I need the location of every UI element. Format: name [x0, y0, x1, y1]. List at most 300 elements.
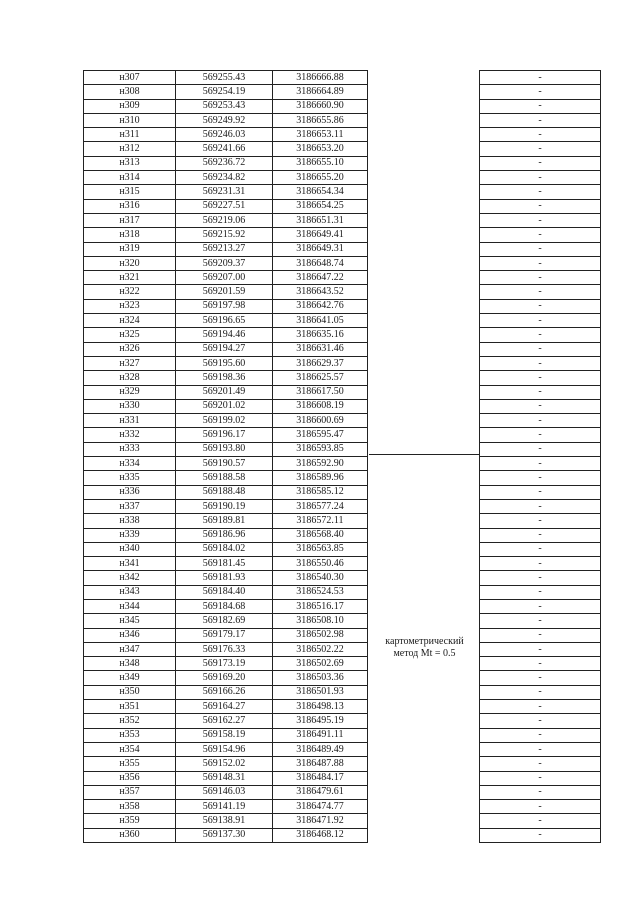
point-id-cell: н327 — [84, 356, 176, 370]
accuracy-cell: - — [480, 485, 601, 499]
method-column-cell — [368, 228, 480, 242]
y-coordinate-cell: 3186502.22 — [273, 642, 368, 656]
table-row — [84, 242, 601, 256]
accuracy-cell: - — [480, 414, 601, 428]
accuracy-cell: - — [480, 800, 601, 814]
y-coordinate-cell: 3186487.88 — [273, 757, 368, 771]
x-coordinate-cell: 569196.17 — [176, 428, 273, 442]
y-coordinate-cell: 3186647.22 — [273, 271, 368, 285]
table-row — [84, 442, 601, 456]
table-row — [84, 742, 601, 756]
y-coordinate-cell: 3186502.69 — [273, 657, 368, 671]
point-id-cell: н344 — [84, 599, 176, 613]
y-coordinate-cell: 3186503.36 — [273, 671, 368, 685]
x-coordinate-cell: 569201.02 — [176, 399, 273, 413]
point-id-cell: н348 — [84, 657, 176, 671]
point-id-cell: н320 — [84, 256, 176, 270]
x-coordinate-cell: 569154.96 — [176, 742, 273, 756]
table-row — [84, 757, 601, 771]
y-coordinate-cell: 3186572.11 — [273, 514, 368, 528]
point-id-cell: н352 — [84, 714, 176, 728]
table-row — [84, 99, 601, 113]
table-row — [84, 256, 601, 270]
x-coordinate-cell: 569219.06 — [176, 213, 273, 227]
x-coordinate-cell: 569166.26 — [176, 685, 273, 699]
y-coordinate-cell: 3186655.10 — [273, 156, 368, 170]
y-coordinate-cell: 3186471.92 — [273, 814, 368, 828]
accuracy-cell: - — [480, 328, 601, 342]
table-row — [84, 571, 601, 585]
x-coordinate-cell: 569146.03 — [176, 785, 273, 799]
point-id-cell: н340 — [84, 542, 176, 556]
x-coordinate-cell: 569198.36 — [176, 371, 273, 385]
point-id-cell: н332 — [84, 428, 176, 442]
table-row — [84, 728, 601, 742]
accuracy-cell: - — [480, 599, 601, 613]
method-column-cell — [368, 728, 480, 742]
table-row — [84, 328, 601, 342]
y-coordinate-cell: 3186649.31 — [273, 242, 368, 256]
method-column-cell — [368, 385, 480, 399]
method-column-cell — [368, 128, 480, 142]
point-id-cell: н353 — [84, 728, 176, 742]
point-id-cell: н311 — [84, 128, 176, 142]
table-row — [84, 628, 601, 642]
y-coordinate-cell: 3186660.90 — [273, 99, 368, 113]
method-column-cell — [368, 714, 480, 728]
x-coordinate-cell: 569190.19 — [176, 499, 273, 513]
x-coordinate-cell: 569186.96 — [176, 528, 273, 542]
y-coordinate-cell: 3186474.77 — [273, 800, 368, 814]
table-row — [84, 185, 601, 199]
point-id-cell: н314 — [84, 171, 176, 185]
method-column-cell — [368, 542, 480, 556]
method-column-cell — [368, 814, 480, 828]
table-row — [84, 228, 601, 242]
method-column-cell — [368, 499, 480, 513]
method-column-cell — [368, 314, 480, 328]
table-row — [84, 199, 601, 213]
y-coordinate-cell: 3186508.10 — [273, 614, 368, 628]
method-column-cell — [368, 299, 480, 313]
accuracy-cell: - — [480, 471, 601, 485]
table-row — [84, 85, 601, 99]
x-coordinate-cell: 569184.68 — [176, 599, 273, 613]
point-id-cell: н351 — [84, 700, 176, 714]
accuracy-cell: - — [480, 714, 601, 728]
accuracy-cell: - — [480, 499, 601, 513]
point-id-cell: н308 — [84, 85, 176, 99]
table-row — [84, 414, 601, 428]
method-column-cell — [368, 85, 480, 99]
accuracy-cell: - — [480, 657, 601, 671]
method-column-cell — [368, 557, 480, 571]
point-id-cell: н330 — [84, 399, 176, 413]
y-coordinate-cell: 3186524.53 — [273, 585, 368, 599]
table-row — [84, 356, 601, 370]
y-coordinate-cell: 3186484.17 — [273, 771, 368, 785]
y-coordinate-cell: 3186664.89 — [273, 85, 368, 99]
x-coordinate-cell: 569189.81 — [176, 514, 273, 528]
point-id-cell: н336 — [84, 485, 176, 499]
method-note-line-1: картометрический — [385, 636, 464, 647]
point-id-cell: н318 — [84, 228, 176, 242]
table-row — [84, 685, 601, 699]
table-row — [84, 171, 601, 185]
method-column-cell — [368, 599, 480, 613]
point-id-cell: н334 — [84, 457, 176, 471]
point-id-cell: н326 — [84, 342, 176, 356]
y-coordinate-cell: 3186501.93 — [273, 685, 368, 699]
point-id-cell: н343 — [84, 585, 176, 599]
accuracy-cell: - — [480, 642, 601, 656]
accuracy-cell: - — [480, 342, 601, 356]
x-coordinate-cell: 569201.49 — [176, 385, 273, 399]
method-column-cell — [368, 213, 480, 227]
point-id-cell: н322 — [84, 285, 176, 299]
x-coordinate-cell: 569138.91 — [176, 814, 273, 828]
x-coordinate-cell: 569195.60 — [176, 356, 273, 370]
method-column-cell — [368, 156, 480, 170]
x-coordinate-cell: 569213.27 — [176, 242, 273, 256]
accuracy-cell: - — [480, 514, 601, 528]
table-row — [84, 800, 601, 814]
y-coordinate-cell: 3186600.69 — [273, 414, 368, 428]
accuracy-cell: - — [480, 628, 601, 642]
accuracy-cell: - — [480, 585, 601, 599]
point-id-cell: н359 — [84, 814, 176, 828]
accuracy-cell: - — [480, 728, 601, 742]
table-row — [84, 828, 601, 842]
point-id-cell: н312 — [84, 142, 176, 156]
accuracy-cell: - — [480, 156, 601, 170]
accuracy-cell: - — [480, 385, 601, 399]
accuracy-cell: - — [480, 242, 601, 256]
coordinates-table-body — [84, 71, 601, 843]
table-row — [84, 771, 601, 785]
x-coordinate-cell: 569253.43 — [176, 99, 273, 113]
table-row — [84, 785, 601, 799]
accuracy-cell: - — [480, 771, 601, 785]
y-coordinate-cell: 3186654.34 — [273, 185, 368, 199]
accuracy-cell: - — [480, 71, 601, 85]
method-note-line-2: метод Mt = 0.5 — [393, 648, 456, 659]
x-coordinate-cell: 569215.92 — [176, 228, 273, 242]
table-row — [84, 156, 601, 170]
accuracy-cell: - — [480, 457, 601, 471]
point-id-cell: н338 — [84, 514, 176, 528]
table-row — [84, 528, 601, 542]
accuracy-cell: - — [480, 356, 601, 370]
y-coordinate-cell: 3186651.31 — [273, 213, 368, 227]
accuracy-cell: - — [480, 228, 601, 242]
x-coordinate-cell: 569227.51 — [176, 199, 273, 213]
method-column-cell — [368, 185, 480, 199]
method-note — [369, 636, 480, 660]
table-row — [84, 700, 601, 714]
method-column-cell — [368, 199, 480, 213]
method-column-cell — [368, 514, 480, 528]
table-row — [84, 814, 601, 828]
y-coordinate-cell: 3186479.61 — [273, 785, 368, 799]
table-row — [84, 557, 601, 571]
accuracy-cell: - — [480, 528, 601, 542]
accuracy-cell: - — [480, 271, 601, 285]
table-row — [84, 485, 601, 499]
point-id-cell: н341 — [84, 557, 176, 571]
accuracy-cell: - — [480, 285, 601, 299]
y-coordinate-cell: 3186666.88 — [273, 71, 368, 85]
x-coordinate-cell: 569196.65 — [176, 314, 273, 328]
y-coordinate-cell: 3186516.17 — [273, 599, 368, 613]
accuracy-cell: - — [480, 814, 601, 828]
table-row — [84, 585, 601, 599]
y-coordinate-cell: 3186608.19 — [273, 399, 368, 413]
point-id-cell: н307 — [84, 71, 176, 85]
y-coordinate-cell: 3186643.52 — [273, 285, 368, 299]
method-column-cell — [368, 342, 480, 356]
y-coordinate-cell: 3186585.12 — [273, 485, 368, 499]
accuracy-cell: - — [480, 757, 601, 771]
y-coordinate-cell: 3186635.16 — [273, 328, 368, 342]
method-column-cell — [368, 685, 480, 699]
y-coordinate-cell: 3186550.46 — [273, 557, 368, 571]
table-row — [84, 113, 601, 127]
method-column-cell — [368, 742, 480, 756]
point-id-cell: н317 — [84, 213, 176, 227]
point-id-cell: н355 — [84, 757, 176, 771]
point-id-cell: н337 — [84, 499, 176, 513]
accuracy-cell: - — [480, 314, 601, 328]
point-id-cell: н331 — [84, 414, 176, 428]
accuracy-cell: - — [480, 614, 601, 628]
y-coordinate-cell: 3186655.20 — [273, 171, 368, 185]
y-coordinate-cell: 3186625.57 — [273, 371, 368, 385]
x-coordinate-cell: 569199.02 — [176, 414, 273, 428]
method-column-cell — [368, 356, 480, 370]
coordinates-table — [83, 70, 601, 843]
accuracy-cell: - — [480, 671, 601, 685]
y-coordinate-cell: 3186502.98 — [273, 628, 368, 642]
y-coordinate-cell: 3186540.30 — [273, 571, 368, 585]
point-id-cell: н354 — [84, 742, 176, 756]
accuracy-cell: - — [480, 542, 601, 556]
x-coordinate-cell: 569190.57 — [176, 457, 273, 471]
x-coordinate-cell: 569182.69 — [176, 614, 273, 628]
table-row — [84, 457, 601, 471]
x-coordinate-cell: 569176.33 — [176, 642, 273, 656]
x-coordinate-cell: 569148.31 — [176, 771, 273, 785]
x-coordinate-cell: 569158.19 — [176, 728, 273, 742]
table-row — [84, 213, 601, 227]
point-id-cell: н325 — [84, 328, 176, 342]
table-row — [84, 671, 601, 685]
accuracy-cell: - — [480, 700, 601, 714]
x-coordinate-cell: 569181.93 — [176, 571, 273, 585]
x-coordinate-cell: 569236.72 — [176, 156, 273, 170]
accuracy-cell: - — [480, 685, 601, 699]
x-coordinate-cell: 569249.92 — [176, 113, 273, 127]
x-coordinate-cell: 569194.27 — [176, 342, 273, 356]
table-row — [84, 271, 601, 285]
table-row — [84, 71, 601, 85]
x-coordinate-cell: 569241.66 — [176, 142, 273, 156]
accuracy-cell: - — [480, 113, 601, 127]
y-coordinate-cell: 3186495.19 — [273, 714, 368, 728]
x-coordinate-cell: 569209.37 — [176, 256, 273, 270]
method-column-cell — [368, 142, 480, 156]
point-id-cell: н333 — [84, 442, 176, 456]
method-column-cell — [368, 71, 480, 85]
x-coordinate-cell: 569179.17 — [176, 628, 273, 642]
y-coordinate-cell: 3186629.37 — [273, 356, 368, 370]
table-row — [84, 299, 601, 313]
method-column-cell — [368, 328, 480, 342]
point-id-cell: н324 — [84, 314, 176, 328]
method-group-divider — [369, 454, 480, 455]
y-coordinate-cell: 3186649.41 — [273, 228, 368, 242]
table-row — [84, 599, 601, 613]
point-id-cell: н356 — [84, 771, 176, 785]
point-id-cell: н346 — [84, 628, 176, 642]
point-id-cell: н339 — [84, 528, 176, 542]
point-id-cell: н358 — [84, 800, 176, 814]
point-id-cell: н315 — [84, 185, 176, 199]
x-coordinate-cell: 569188.58 — [176, 471, 273, 485]
x-coordinate-cell: 569234.82 — [176, 171, 273, 185]
method-column-cell — [368, 371, 480, 385]
point-id-cell: н328 — [84, 371, 176, 385]
method-column-cell — [368, 242, 480, 256]
point-id-cell: н342 — [84, 571, 176, 585]
method-column-cell — [368, 471, 480, 485]
method-column-cell — [368, 614, 480, 628]
x-coordinate-cell: 569173.19 — [176, 657, 273, 671]
y-coordinate-cell: 3186653.20 — [273, 142, 368, 156]
accuracy-cell: - — [480, 399, 601, 413]
accuracy-cell: - — [480, 557, 601, 571]
table-row — [84, 285, 601, 299]
table-row — [84, 342, 601, 356]
point-id-cell: н313 — [84, 156, 176, 170]
point-id-cell: н335 — [84, 471, 176, 485]
x-coordinate-cell: 569188.48 — [176, 485, 273, 499]
x-coordinate-cell: 569193.80 — [176, 442, 273, 456]
point-id-cell: н349 — [84, 671, 176, 685]
x-coordinate-cell: 569184.40 — [176, 585, 273, 599]
accuracy-cell: - — [480, 299, 601, 313]
point-id-cell: н357 — [84, 785, 176, 799]
method-column-cell — [368, 485, 480, 499]
table-row — [84, 128, 601, 142]
method-column-cell — [368, 414, 480, 428]
x-coordinate-cell: 569231.31 — [176, 185, 273, 199]
method-column-cell — [368, 528, 480, 542]
method-column-cell — [368, 771, 480, 785]
accuracy-cell: - — [480, 571, 601, 585]
y-coordinate-cell: 3186655.86 — [273, 113, 368, 127]
table-row — [84, 642, 601, 656]
x-coordinate-cell: 569197.98 — [176, 299, 273, 313]
x-coordinate-cell: 569181.45 — [176, 557, 273, 571]
y-coordinate-cell: 3186589.96 — [273, 471, 368, 485]
x-coordinate-cell: 569201.59 — [176, 285, 273, 299]
method-column-cell — [368, 757, 480, 771]
y-coordinate-cell: 3186593.85 — [273, 442, 368, 456]
y-coordinate-cell: 3186563.85 — [273, 542, 368, 556]
x-coordinate-cell: 569152.02 — [176, 757, 273, 771]
y-coordinate-cell: 3186642.76 — [273, 299, 368, 313]
y-coordinate-cell: 3186654.25 — [273, 199, 368, 213]
table-row — [84, 371, 601, 385]
point-id-cell: н360 — [84, 828, 176, 842]
point-id-cell: н319 — [84, 242, 176, 256]
method-column-cell — [368, 571, 480, 585]
x-coordinate-cell: 569254.19 — [176, 85, 273, 99]
y-coordinate-cell: 3186568.40 — [273, 528, 368, 542]
table-row — [84, 142, 601, 156]
method-column-cell — [368, 700, 480, 714]
point-id-cell: н310 — [84, 113, 176, 127]
method-column-cell — [368, 785, 480, 799]
method-column-cell — [368, 671, 480, 685]
x-coordinate-cell: 569137.30 — [176, 828, 273, 842]
y-coordinate-cell: 3186617.50 — [273, 385, 368, 399]
y-coordinate-cell: 3186592.90 — [273, 457, 368, 471]
accuracy-cell: - — [480, 742, 601, 756]
x-coordinate-cell: 569194.46 — [176, 328, 273, 342]
accuracy-cell: - — [480, 442, 601, 456]
accuracy-cell: - — [480, 85, 601, 99]
table-row — [84, 714, 601, 728]
table-row — [84, 514, 601, 528]
point-id-cell: н309 — [84, 99, 176, 113]
y-coordinate-cell: 3186489.49 — [273, 742, 368, 756]
accuracy-cell: - — [480, 99, 601, 113]
accuracy-cell: - — [480, 256, 601, 270]
table-row — [84, 499, 601, 513]
method-column-cell — [368, 428, 480, 442]
method-column-cell — [368, 585, 480, 599]
table-row — [84, 542, 601, 556]
accuracy-cell: - — [480, 199, 601, 213]
method-column-cell — [368, 256, 480, 270]
y-coordinate-cell: 3186491.11 — [273, 728, 368, 742]
y-coordinate-cell: 3186653.11 — [273, 128, 368, 142]
table-row — [84, 614, 601, 628]
method-column-cell — [368, 457, 480, 471]
method-column-cell — [368, 113, 480, 127]
y-coordinate-cell: 3186648.74 — [273, 256, 368, 270]
table-row — [84, 428, 601, 442]
accuracy-cell: - — [480, 128, 601, 142]
accuracy-cell: - — [480, 828, 601, 842]
method-column-cell — [368, 800, 480, 814]
point-id-cell: н321 — [84, 271, 176, 285]
x-coordinate-cell: 569184.02 — [176, 542, 273, 556]
accuracy-cell: - — [480, 785, 601, 799]
y-coordinate-cell: 3186595.47 — [273, 428, 368, 442]
method-column-cell — [368, 171, 480, 185]
x-coordinate-cell: 569169.20 — [176, 671, 273, 685]
x-coordinate-cell: 569207.00 — [176, 271, 273, 285]
method-column-cell — [368, 285, 480, 299]
x-coordinate-cell: 569162.27 — [176, 714, 273, 728]
method-column-cell — [368, 99, 480, 113]
y-coordinate-cell: 3186641.05 — [273, 314, 368, 328]
table-row — [84, 399, 601, 413]
y-coordinate-cell: 3186631.46 — [273, 342, 368, 356]
